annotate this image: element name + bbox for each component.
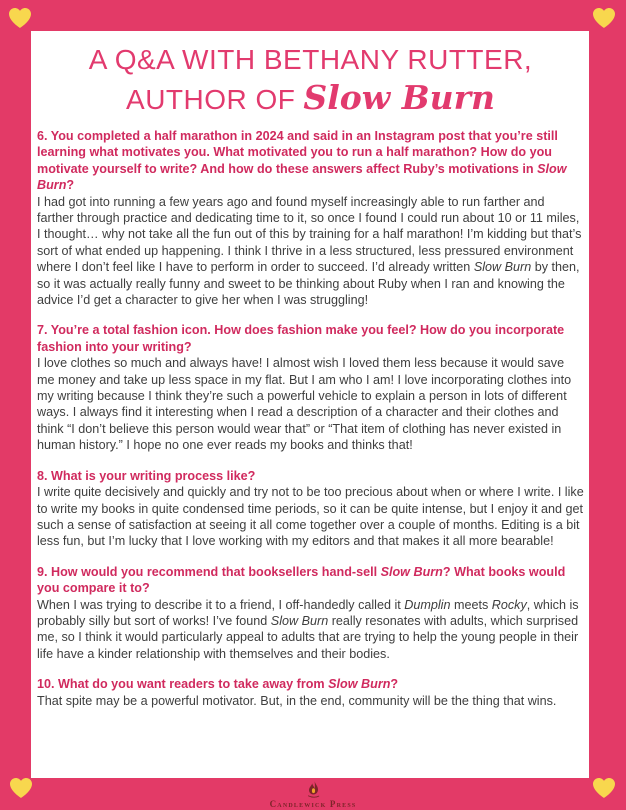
answer-text: I love clothes so much and always have! I almost wish I loved them less because it would save me money and take up less space in my flat. But I am who I am! I love incorporating clothes into my writing because I think they’re such a powerful vehicle to explain a person in lots of different ways. I always find it interesting when I read a description of a character and their clothes and think “I don’t believe this person would wear that” or “That item of clothing has never existed in human history.” I hope no one ever reads my books and thinks that!	[37, 356, 572, 453]
question-text: 7. You’re a total fashion icon. How does fashion make you feel? How do you incorporate fashion into your writing?	[37, 323, 565, 354]
heart-icon	[593, 8, 615, 28]
answer-text: When I was trying to describe it to a friend, I off-handedly called it Dumplin meets Rocky, which is probably silly but sort of works! I’ve found Slow Burn really resonates with adults, which surprised me, so I think it would particularly appeal to adults that are trying to help the young people in their life have a kinder relationship with themselves and their bodies.	[37, 597, 579, 661]
qa-block-8	[37, 468, 584, 550]
answer-text: That spite may be a powerful motivator. But, in the end, community will be the thing that wins.	[37, 693, 557, 708]
qa-block-6	[37, 128, 584, 308]
page-title-line2-prefix: AUTHOR OF	[126, 84, 296, 116]
qa-block-9	[37, 564, 584, 662]
publisher-logo	[0, 779, 626, 810]
answer-text: I had got into running a few years ago and found myself increasingly able to run farther and farther through practice and dedicating time to it, so once I found I could run about 10 or 11 miles, I thought… why not take all the fun out of this by training for a half marathon! I’m kidding but that’s sort of what ended up happening. I think I thrive in a less structured, less pressured environment where I don’t feel like I have to perform in order to succeed. I’d already written Slow Burn by then, so it was actually really funny and sweet to be thinking about Ruby when I ran and knowing the advice I’d get a character to give her when I was struggling!	[37, 194, 582, 308]
page-title-line2	[37, 79, 584, 118]
page-title-line1: A Q&A WITH BETHANY RUTTER,	[88, 44, 533, 75]
qa-list	[37, 128, 584, 709]
publisher-name: Candlewick Press	[269, 798, 357, 809]
answer-text: I write quite decisively and quickly and try not to be too precious about when or where I write. I like to write my books in quite condensed time periods, so it can be quite intense, but I enjoy it and get such a sense of satisfaction at seeing it all come together over a couple of months. Editing is a bit less fun, but I’m lucky that I love working with my editors and that makes it all more bearable!	[37, 485, 584, 549]
question-text: 9. How would you recommend that booksellers hand-sell Slow Burn? What books would you compare it to?	[37, 564, 566, 596]
book-title-script: Slow Burn	[303, 78, 495, 118]
question-text: 10. What do you want readers to take away from Slow Burn?	[37, 677, 399, 692]
qa-block-7	[37, 322, 584, 453]
heart-icon	[9, 8, 31, 28]
question-text: 6. You completed a half marathon in 2024 and said in an Instagram post that you’re still learning what motivates you. What motivated you to run a half marathon? How do you motivate yourself to write? And how do these answers affect Ruby’s motivations in Slow Burn?	[37, 128, 567, 193]
content-panel	[31, 31, 589, 778]
page-title	[37, 43, 584, 118]
candle-flame-icon	[306, 781, 321, 798]
qa-block-10	[37, 676, 584, 709]
question-text: 8. What is your writing process like?	[37, 468, 256, 483]
